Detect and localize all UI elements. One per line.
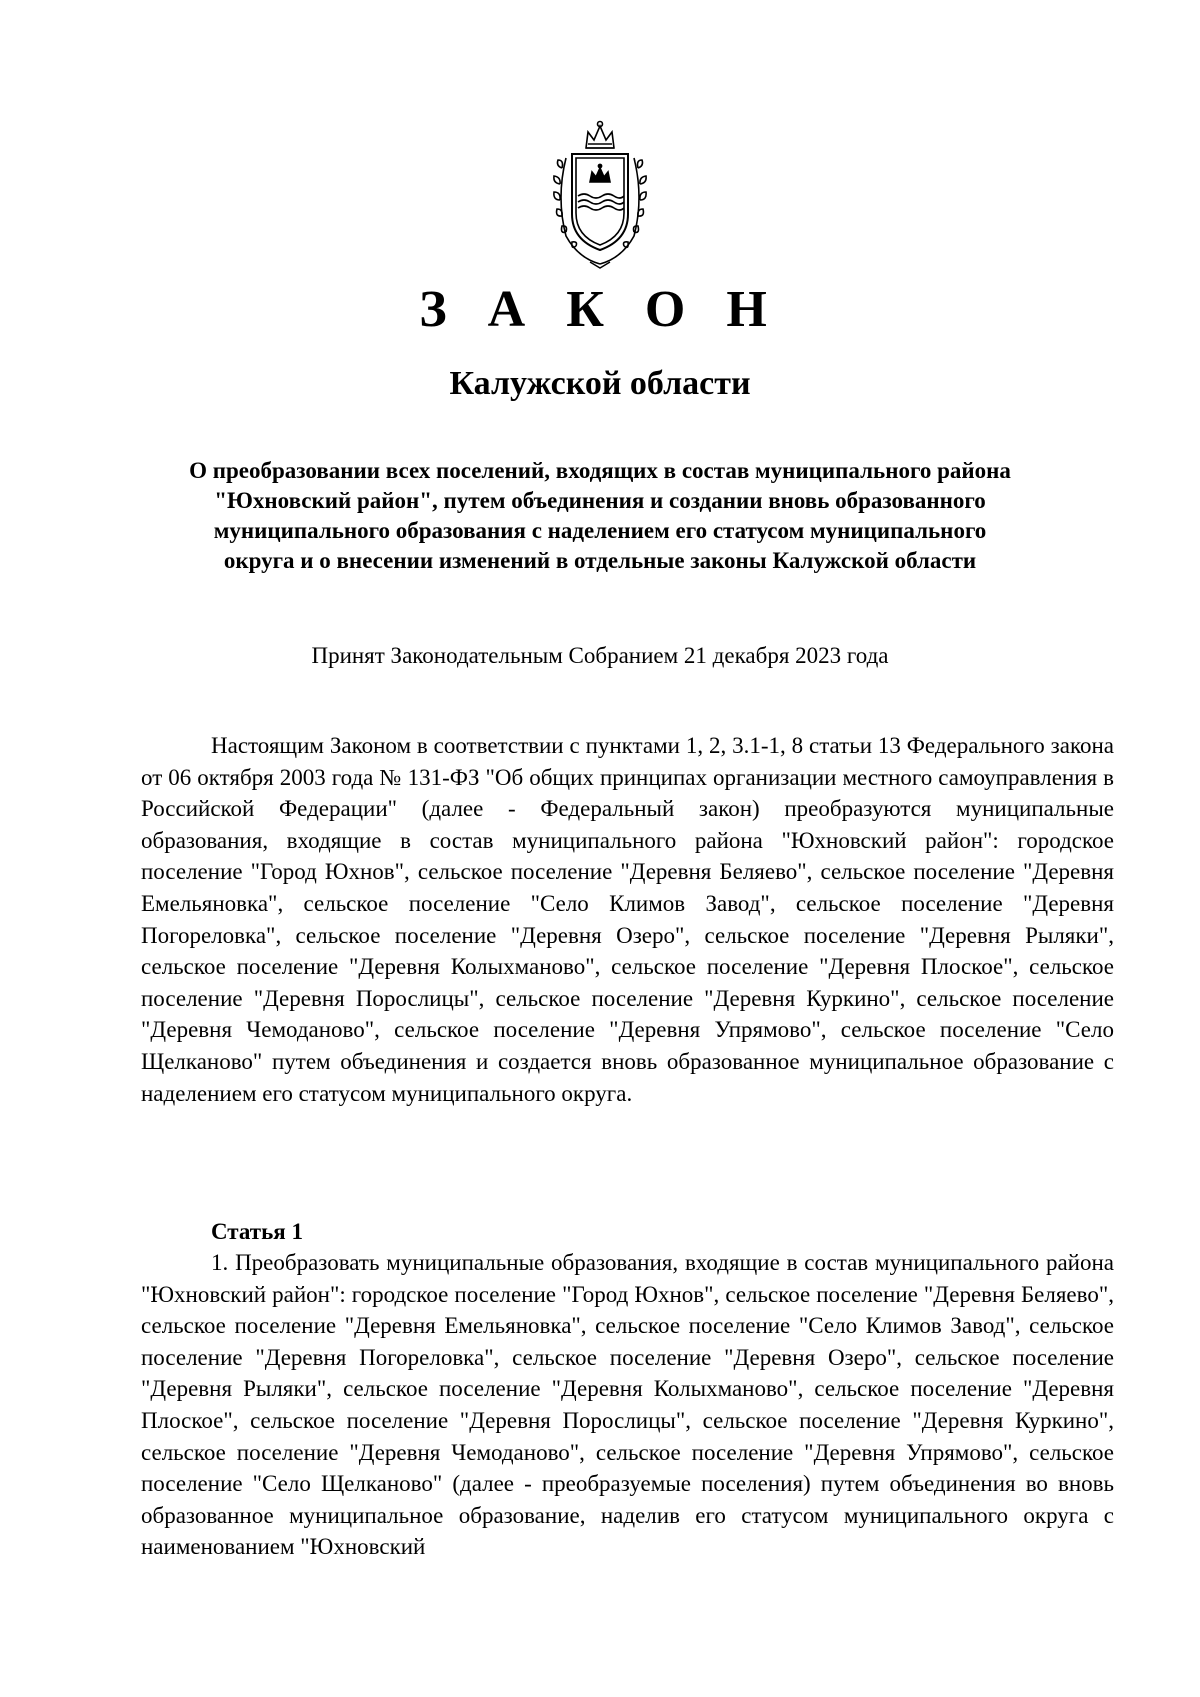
coat-of-arms-icon bbox=[536, 118, 664, 270]
heading-line: округа и о внесении изменений в отдельные законы Калужской области bbox=[223, 548, 977, 573]
document-title: З А К О Н bbox=[419, 281, 781, 338]
article-1-title: Статья 1 bbox=[211, 1219, 303, 1244]
heading-line: муниципального образования с наделением его статусом муниципального bbox=[213, 518, 987, 543]
preamble-paragraph: Настоящим Законом в соответствии с пунктами 1, 2, 3.1-1, 8 статьи 13 Федерального закона от 06 октября 2003 года № 131-ФЗ "Об общих принципах организации местного самоуправления в Российской Федерации" (далее - Федеральный закон) преобразуются муниципальные образования, входящие в состав муниципального района "Юхновский район": городское поселение "Город Юхнов", сельское поселение "Деревня Беляево", сельское поселение "Деревня Емельяновка", сельское поселение "Село Климов Завод", сельское поселение "Деревня Погореловка", сельское поселение "Деревня Озеро", сельское поселение "Деревня Рыляки", сельское поселение "Деревня Колыхманово", сельское поселение "Деревня Плоское", сельское поселение "Деревня Порослицы", сельское поселение "Деревня Куркино", сельское поселение "Деревня Чемоданово", сельское поселение "Деревня Упрямово", сельское поселение "Село Щелканово" путем объединения и создается вновь образованное муниципальное образование с наделением его статусом муниципального округа. bbox=[141, 733, 1114, 1106]
heading-line: О преобразовании всех поселений, входящих в состав муниципального района bbox=[189, 458, 1011, 483]
heading-line: "Юхновский район", путем объединения и создании вновь образованного bbox=[214, 488, 986, 513]
law-heading bbox=[150, 456, 1050, 576]
article-1-paragraph: 1. Преобразовать муниципальные образования, входящие в состав муниципального района "Юхновский район": городское поселение "Город Юхнов", сельское поселение "Деревня Беляево", сельское поселение "Деревня Емельяновка", сельское поселение "Село Климов Завод", сельское поселение "Деревня Погореловка", сельское поселение "Деревня Озеро", сельское поселение "Деревня Рыляки", сельское поселение "Деревня Колыхманово", сельское поселение "Деревня Плоское", сельское поселение "Деревня Порослицы", сельское поселение "Деревня Куркино", сельское поселение "Деревня Чемоданово", сельское поселение "Деревня Упрямово", сельское поселение "Село Щелканово" (далее - преобразуемые поселения) путем объединения во вновь образованное муниципальное образование, наделив его статусом муниципального округа с наименованием "Юхновский bbox=[141, 1250, 1114, 1560]
adoption-date: Принят Законодательным Собранием 21 декабря 2023 года bbox=[311, 643, 889, 668]
document-subtitle: Калужской области bbox=[449, 365, 751, 402]
